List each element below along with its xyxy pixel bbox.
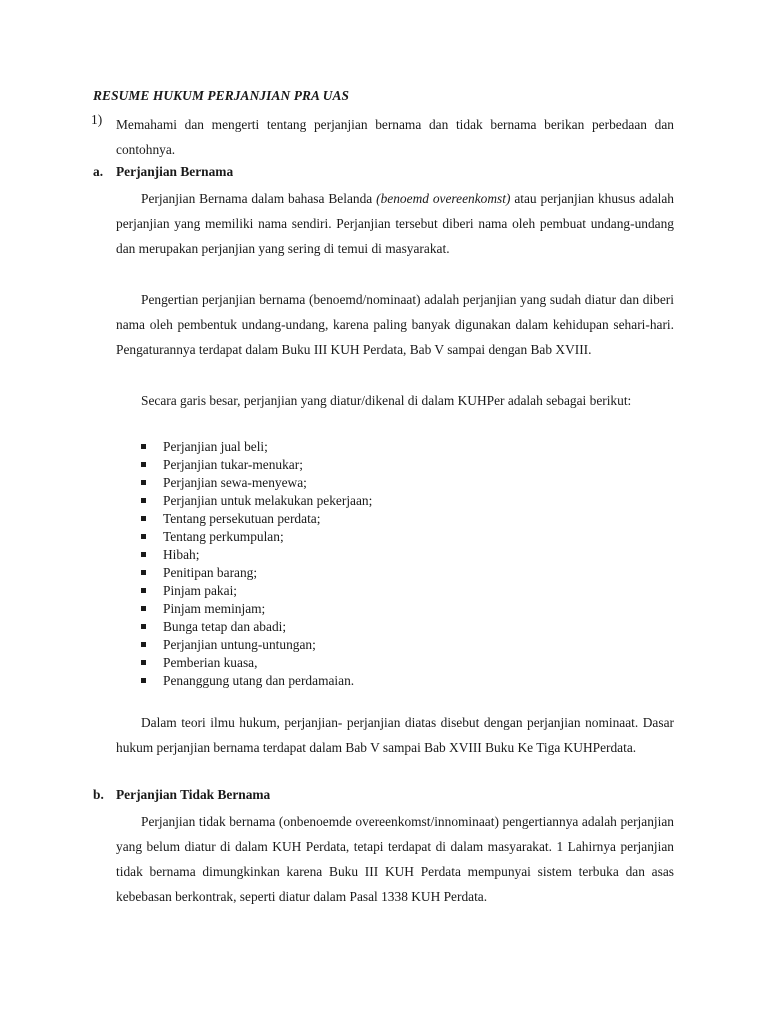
square-bullet-icon xyxy=(141,534,146,539)
square-bullet-icon xyxy=(141,678,146,683)
section-b-paragraph-1: Perjanjian tidak bernama (onbenoemde overeenkomst/innominaat) pengertiannya adalah perjanjian yang belum diatur di dalam KUH Perdata, tetapi terdapat di dalam masyarakat. 1 Lahirnya perjanjian tidak bernama dimungkinkan karena Buku III KUH Perdata mempunyai sistem terbuka dan asas kebebasan berkontrak, seperti diatur dalam Pasal 1338 KUH Perdata. xyxy=(116,814,674,904)
list-item xyxy=(141,474,372,492)
list-item-text: Tentang perkumpulan; xyxy=(163,529,284,544)
list-item xyxy=(141,456,372,474)
square-bullet-icon xyxy=(141,480,146,485)
list-item-text: Pinjam pakai; xyxy=(163,583,238,598)
section-a-paragraph-4: Dalam teori ilmu hukum, perjanjian- perjanjian diatas disebut dengan perjanjian nominaat. Dasar hukum perjanjian bernama terdapat dalam Bab V sampai Bab XVIII Buku Ke Tiga KUHPerdata. xyxy=(116,715,674,755)
list-item xyxy=(141,546,372,564)
list-item xyxy=(141,564,372,582)
section-a-p1-before: Perjanjian Bernama dalam bahasa Belanda xyxy=(141,191,377,206)
list-item-text: Perjanjian untuk melakukan pekerjaan; xyxy=(163,493,373,508)
list-item xyxy=(141,528,372,546)
section-b-letter: b. xyxy=(93,787,104,802)
list-item xyxy=(141,636,372,654)
list-item-text: Hibah; xyxy=(163,547,200,562)
list-item-text: Tentang persekutuan perdata; xyxy=(163,511,321,526)
list-item-text: Perjanjian sewa-menyewa; xyxy=(163,475,307,490)
square-bullet-icon xyxy=(141,660,146,665)
square-bullet-icon xyxy=(141,516,146,521)
square-bullet-icon xyxy=(141,444,146,449)
list-item xyxy=(141,510,372,528)
list-item xyxy=(141,654,372,672)
list-item-text: Pemberian kuasa, xyxy=(163,655,258,670)
section-a-paragraph-1 xyxy=(116,186,674,261)
square-bullet-icon xyxy=(141,462,146,467)
square-bullet-icon xyxy=(141,570,146,575)
list-item xyxy=(141,438,372,456)
section-a-paragraph-3: Secara garis besar, perjanjian yang diatur/dikenal di dalam KUHPer adalah sebagai berikut: xyxy=(141,393,632,408)
list-item-text: Penanggung utang dan perdamaian. xyxy=(163,673,355,688)
square-bullet-icon xyxy=(141,498,146,503)
list-item xyxy=(141,672,372,690)
list-item-text: Penitipan barang; xyxy=(163,565,258,580)
square-bullet-icon xyxy=(141,588,146,593)
section-a-p1-after: atau perjanjian khusus adalah perjanjian yang memiliki nama sendiri. Perjanjian tersebut diberi nama oleh pembuat undang-undang dan merupakan perjanjian yang sering di temui di masyarakat. xyxy=(116,191,674,256)
section-a-paragraph-2: Pengertian perjanjian bernama (benoemd/nominaat) adalah perjanjian yang sudah diatur dan diberi nama oleh pembentuk undang-undang, karena paling banyak digunakan dalam kehidupan sehari-hari. Pengaturannya terdapat dalam Buku III KUH Perdata, Bab V sampai dengan Bab XVIII. xyxy=(116,292,674,357)
question-number: 1) xyxy=(91,112,103,127)
list-item-text: Pinjam meminjam; xyxy=(163,601,266,616)
square-bullet-icon xyxy=(141,624,146,629)
list-item xyxy=(141,618,372,636)
list-item xyxy=(141,600,372,618)
section-a-letter: a. xyxy=(93,164,104,179)
section-a-heading: Perjanjian Bernama xyxy=(116,164,234,179)
section-a-p1-italic: (benoemd overeenkomst) xyxy=(376,191,511,206)
list-item xyxy=(141,492,372,510)
document-title: RESUME HUKUM PERJANJIAN PRA UAS xyxy=(93,88,350,103)
list-item-text: Bunga tetap dan abadi; xyxy=(163,619,287,634)
list-item-text: Perjanjian untung-untungan; xyxy=(163,637,316,652)
list-item xyxy=(141,582,372,600)
question-text: Memahami dan mengerti tentang perjanjian bernama dan tidak bernama berikan perbedaan dan contohnya. xyxy=(116,117,674,157)
list-item-text: Perjanjian tukar-menukar; xyxy=(163,457,303,472)
square-bullet-icon xyxy=(141,606,146,611)
section-b-heading: Perjanjian Tidak Bernama xyxy=(116,787,271,802)
square-bullet-icon xyxy=(141,642,146,647)
square-bullet-icon xyxy=(141,552,146,557)
list-item-text: Perjanjian jual beli; xyxy=(163,439,268,454)
perjanjian-list xyxy=(141,438,372,690)
